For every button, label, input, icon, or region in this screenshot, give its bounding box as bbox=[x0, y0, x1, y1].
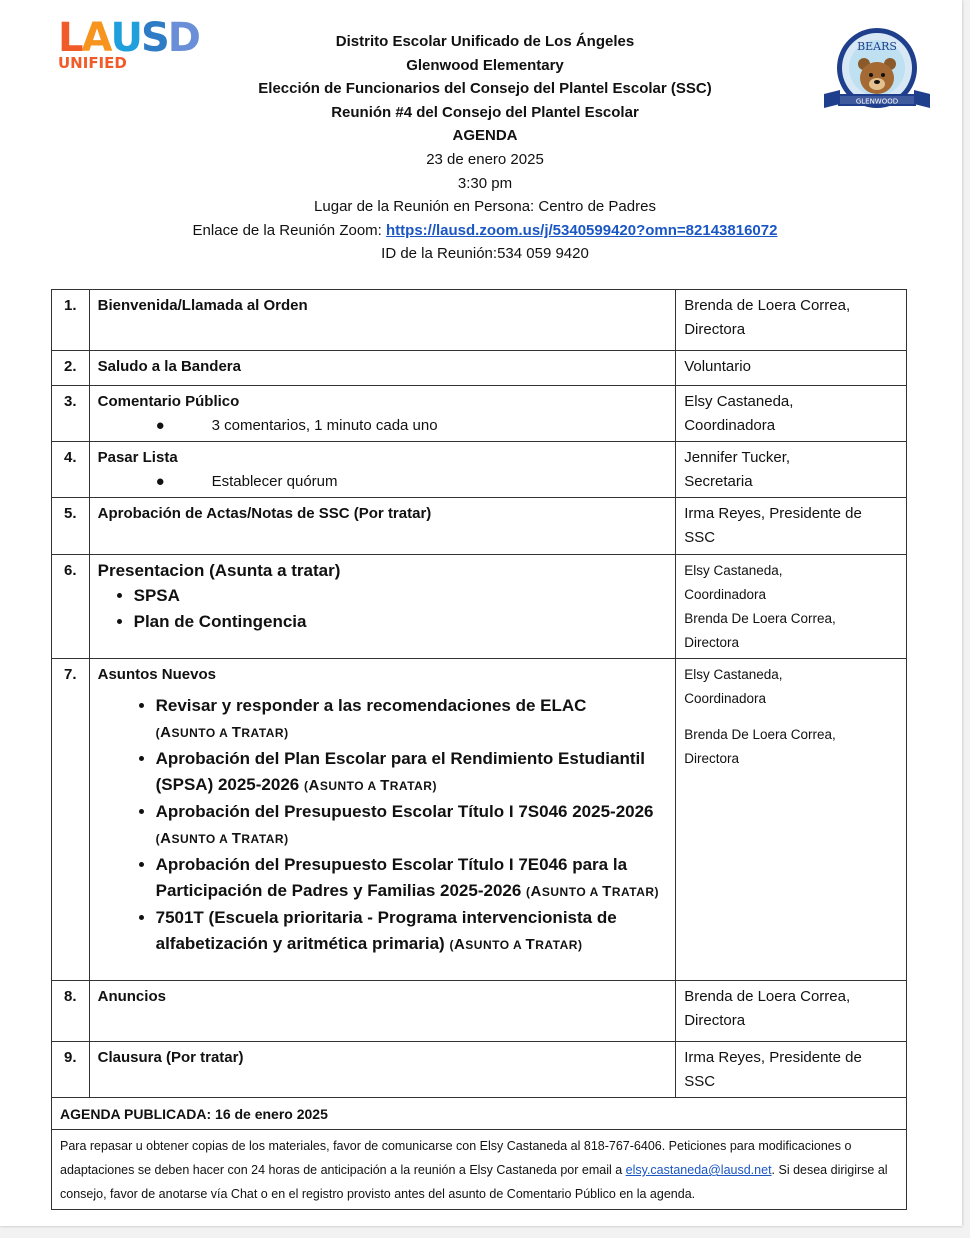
meeting-id: 534 059 9420 bbox=[497, 245, 589, 263]
item-presenter bbox=[676, 659, 907, 981]
item-title bbox=[89, 290, 676, 351]
published-date: AGENDA PUBLICADA: 16 de enero 2025 bbox=[52, 1098, 907, 1130]
meeting-date: 23 de enero 2025 bbox=[426, 150, 544, 168]
district-name: Distrito Escolar Unificado de Los Ángeles bbox=[335, 33, 635, 50]
list-item: • Plan de Contingencia bbox=[134, 609, 670, 635]
item-title bbox=[89, 1042, 676, 1098]
agenda-row bbox=[52, 659, 907, 981]
item-title-text: Pasar Lista bbox=[97, 449, 178, 466]
zoom-label: Enlace de la Reunión Zoom: bbox=[192, 221, 386, 239]
presenter-line: Brenda De Loera Correa, bbox=[684, 727, 836, 742]
meeting-title: Reunión #4 del Consejo del Plantel Escolar bbox=[331, 103, 639, 121]
footer-row bbox=[52, 1130, 907, 1210]
presenter-line: Irma Reyes, Presidente de bbox=[684, 505, 862, 522]
bullet-text: Establecer quórum bbox=[211, 473, 338, 490]
logo-letter-u: U bbox=[110, 15, 141, 61]
item-title-text: Comentario Público bbox=[97, 393, 240, 410]
meeting-location: Lugar de la Reunión en Persona: Centro de Padres bbox=[314, 198, 656, 216]
agenda-row bbox=[52, 1042, 907, 1098]
agenda-header bbox=[100, 30, 870, 266]
presenter-line: Irma Reyes, Presidente de bbox=[684, 1049, 862, 1066]
agenda-row bbox=[52, 981, 907, 1042]
agenda-heading: AGENDA bbox=[452, 127, 518, 145]
presenter-line: Directora bbox=[684, 751, 739, 766]
lausd-unified-text: UNIFIED bbox=[58, 54, 127, 72]
item-number: 3. bbox=[52, 386, 90, 442]
presenter-line: Coordinadora bbox=[684, 691, 767, 706]
presenter-line: Brenda de Loera Correa, bbox=[684, 297, 851, 314]
presenter-line: Elsy Castaneda, bbox=[684, 667, 783, 682]
item-title-text: Saludo a la Bandera bbox=[97, 358, 241, 375]
presentation-list bbox=[98, 583, 670, 635]
footer-text-1: Para repasar u obtener copias de los materiales, favor de comunicarse con Elsy Castaneda al 818-767-6406. Peticiones para modificaciones o adaptaciones se deben hacer con 24 horas de anticipación a la reunión a Elsy Castaneda por email a bbox=[60, 1139, 852, 1177]
logo-letter-d: D bbox=[167, 15, 199, 61]
item-number: 6. bbox=[52, 555, 90, 659]
list-item bbox=[156, 746, 670, 799]
list-item bbox=[156, 799, 670, 852]
meeting-id-line bbox=[100, 242, 870, 266]
presenter-line: Coordinadora bbox=[684, 587, 767, 602]
published-row bbox=[52, 1098, 907, 1130]
item-title-text: Anuncios bbox=[97, 988, 166, 1005]
presenter-line: Coordinadora bbox=[684, 417, 776, 434]
action-tag: (ASUNTO A TRATAR) bbox=[155, 830, 289, 847]
list-item-text: Aprobación del Plan Escolar para el Rendimiento Estudiantil (SPSA) 2025-2026 bbox=[155, 749, 645, 794]
item-title-text: Bienvenida/Llamada al Orden bbox=[97, 297, 308, 314]
agenda-row bbox=[52, 351, 907, 386]
item-title bbox=[89, 659, 676, 981]
item-presenter bbox=[676, 351, 907, 386]
item-title-text: Asuntos Nuevos bbox=[97, 666, 216, 683]
list-item bbox=[156, 852, 670, 905]
item-presenter bbox=[676, 1042, 907, 1098]
presenter-line: Directora bbox=[684, 1012, 746, 1029]
agenda-row bbox=[52, 290, 907, 351]
election-title: Elección de Funcionarios del Consejo del Plantel Escolar (SSC) bbox=[258, 80, 712, 98]
agenda-row bbox=[52, 498, 907, 555]
presenter-line: Voluntario bbox=[684, 358, 751, 375]
item-number: 9. bbox=[52, 1042, 90, 1098]
item-title bbox=[89, 498, 676, 555]
bullet-icon: ● bbox=[155, 473, 165, 490]
item-number: 1. bbox=[52, 290, 90, 351]
presenter-line: Jennifer Tucker, bbox=[684, 449, 791, 466]
list-item-text: 7501T (Escuela prioritaria - Programa intervencionista de alfabetización y aritmética primaria) bbox=[155, 908, 617, 953]
logo-letter-s: S bbox=[140, 15, 168, 61]
item-presenter bbox=[676, 498, 907, 555]
item-presenter bbox=[676, 290, 907, 351]
item-presenter bbox=[676, 442, 907, 498]
meeting-id-label: ID de la Reunión: bbox=[381, 245, 498, 263]
item-title bbox=[89, 351, 676, 386]
item-title bbox=[89, 386, 676, 442]
list-item bbox=[98, 414, 670, 438]
bullet-icon: ● bbox=[155, 417, 165, 434]
list-item bbox=[156, 905, 670, 958]
agenda-row bbox=[52, 386, 907, 442]
seal-top-text: BEARS bbox=[857, 40, 897, 53]
new-business-list bbox=[98, 693, 670, 958]
logo-letter-a: A bbox=[81, 15, 111, 61]
footer-text-2: . Si desea dirigirse al consejo, favor de anotarse vía Chat o en el registro provisto antes del asunto de Comentario Público en la agenda. bbox=[60, 1163, 888, 1201]
presenter-line: Directora bbox=[684, 321, 746, 338]
action-tag: (ASUNTO A TRATAR) bbox=[526, 883, 660, 900]
item-number: 8. bbox=[52, 981, 90, 1042]
presenter-line: Directora bbox=[684, 635, 739, 650]
list-item bbox=[98, 470, 670, 494]
spacer bbox=[684, 711, 900, 723]
agenda-row bbox=[52, 442, 907, 498]
meeting-time: 3:30 pm bbox=[457, 174, 513, 192]
action-tag: (ASUNTO A TRATAR) bbox=[155, 724, 289, 741]
list-item bbox=[156, 693, 670, 746]
email-link[interactable]: elsy.castaneda@lausd.net bbox=[625, 1163, 772, 1177]
item-presenter bbox=[676, 555, 907, 659]
seal-banner-text: GLENWOOD bbox=[855, 97, 899, 106]
item-number: 5. bbox=[52, 498, 90, 555]
item-number: 4. bbox=[52, 442, 90, 498]
item-title-text: Aprobación de Actas/Notas de SSC (Por tratar) bbox=[97, 505, 432, 522]
list-item-text: Aprobación del Presupuesto Escolar Título I 7E046 para la Participación de Padres y Familias 2025-2026 bbox=[155, 855, 628, 900]
presenter-line: Brenda De Loera Correa, bbox=[684, 611, 836, 626]
action-tag: (ASUNTO A TRATAR) bbox=[303, 777, 437, 794]
agenda-table bbox=[51, 289, 907, 1210]
logo-letter-l: L bbox=[58, 15, 82, 61]
item-presenter bbox=[676, 386, 907, 442]
item-presenter bbox=[676, 981, 907, 1042]
list-item-text: Aprobación del Presupuesto Escolar Título I 7S046 2025-2026 bbox=[155, 802, 654, 821]
item-title-text: Clausura (Por tratar) bbox=[97, 1049, 244, 1066]
item-number: 7. bbox=[52, 659, 90, 981]
list-item: • SPSA bbox=[134, 583, 670, 609]
action-tag: (ASUNTO A TRATAR) bbox=[449, 936, 583, 953]
item-number: 2. bbox=[52, 351, 90, 386]
agenda-row bbox=[52, 555, 907, 659]
item-title-text: Presentacion (Asunta a tratar) bbox=[97, 561, 341, 580]
item-title bbox=[89, 442, 676, 498]
zoom-link[interactable]: https://lausd.zoom.us/j/5340599420?omn=82143816072 bbox=[386, 221, 778, 239]
footer-notice bbox=[52, 1130, 907, 1210]
list-item-text: Revisar y responder a las recomendaciones de ELAC bbox=[155, 696, 587, 715]
presenter-line: SSC bbox=[684, 529, 716, 546]
zoom-line bbox=[100, 219, 870, 243]
presenter-line: SSC bbox=[684, 1073, 716, 1090]
item-title bbox=[89, 555, 676, 659]
presenter-line: Brenda de Loera Correa, bbox=[684, 988, 851, 1005]
presenter-line: Elsy Castaneda, bbox=[684, 563, 783, 578]
presenter-line: Secretaria bbox=[684, 473, 753, 490]
school-name: Glenwood Elementary bbox=[406, 56, 564, 74]
item-title bbox=[89, 981, 676, 1042]
presenter-line: Elsy Castaneda, bbox=[684, 393, 794, 410]
bullet-text: 3 comentarios, 1 minuto cada uno bbox=[211, 417, 438, 434]
